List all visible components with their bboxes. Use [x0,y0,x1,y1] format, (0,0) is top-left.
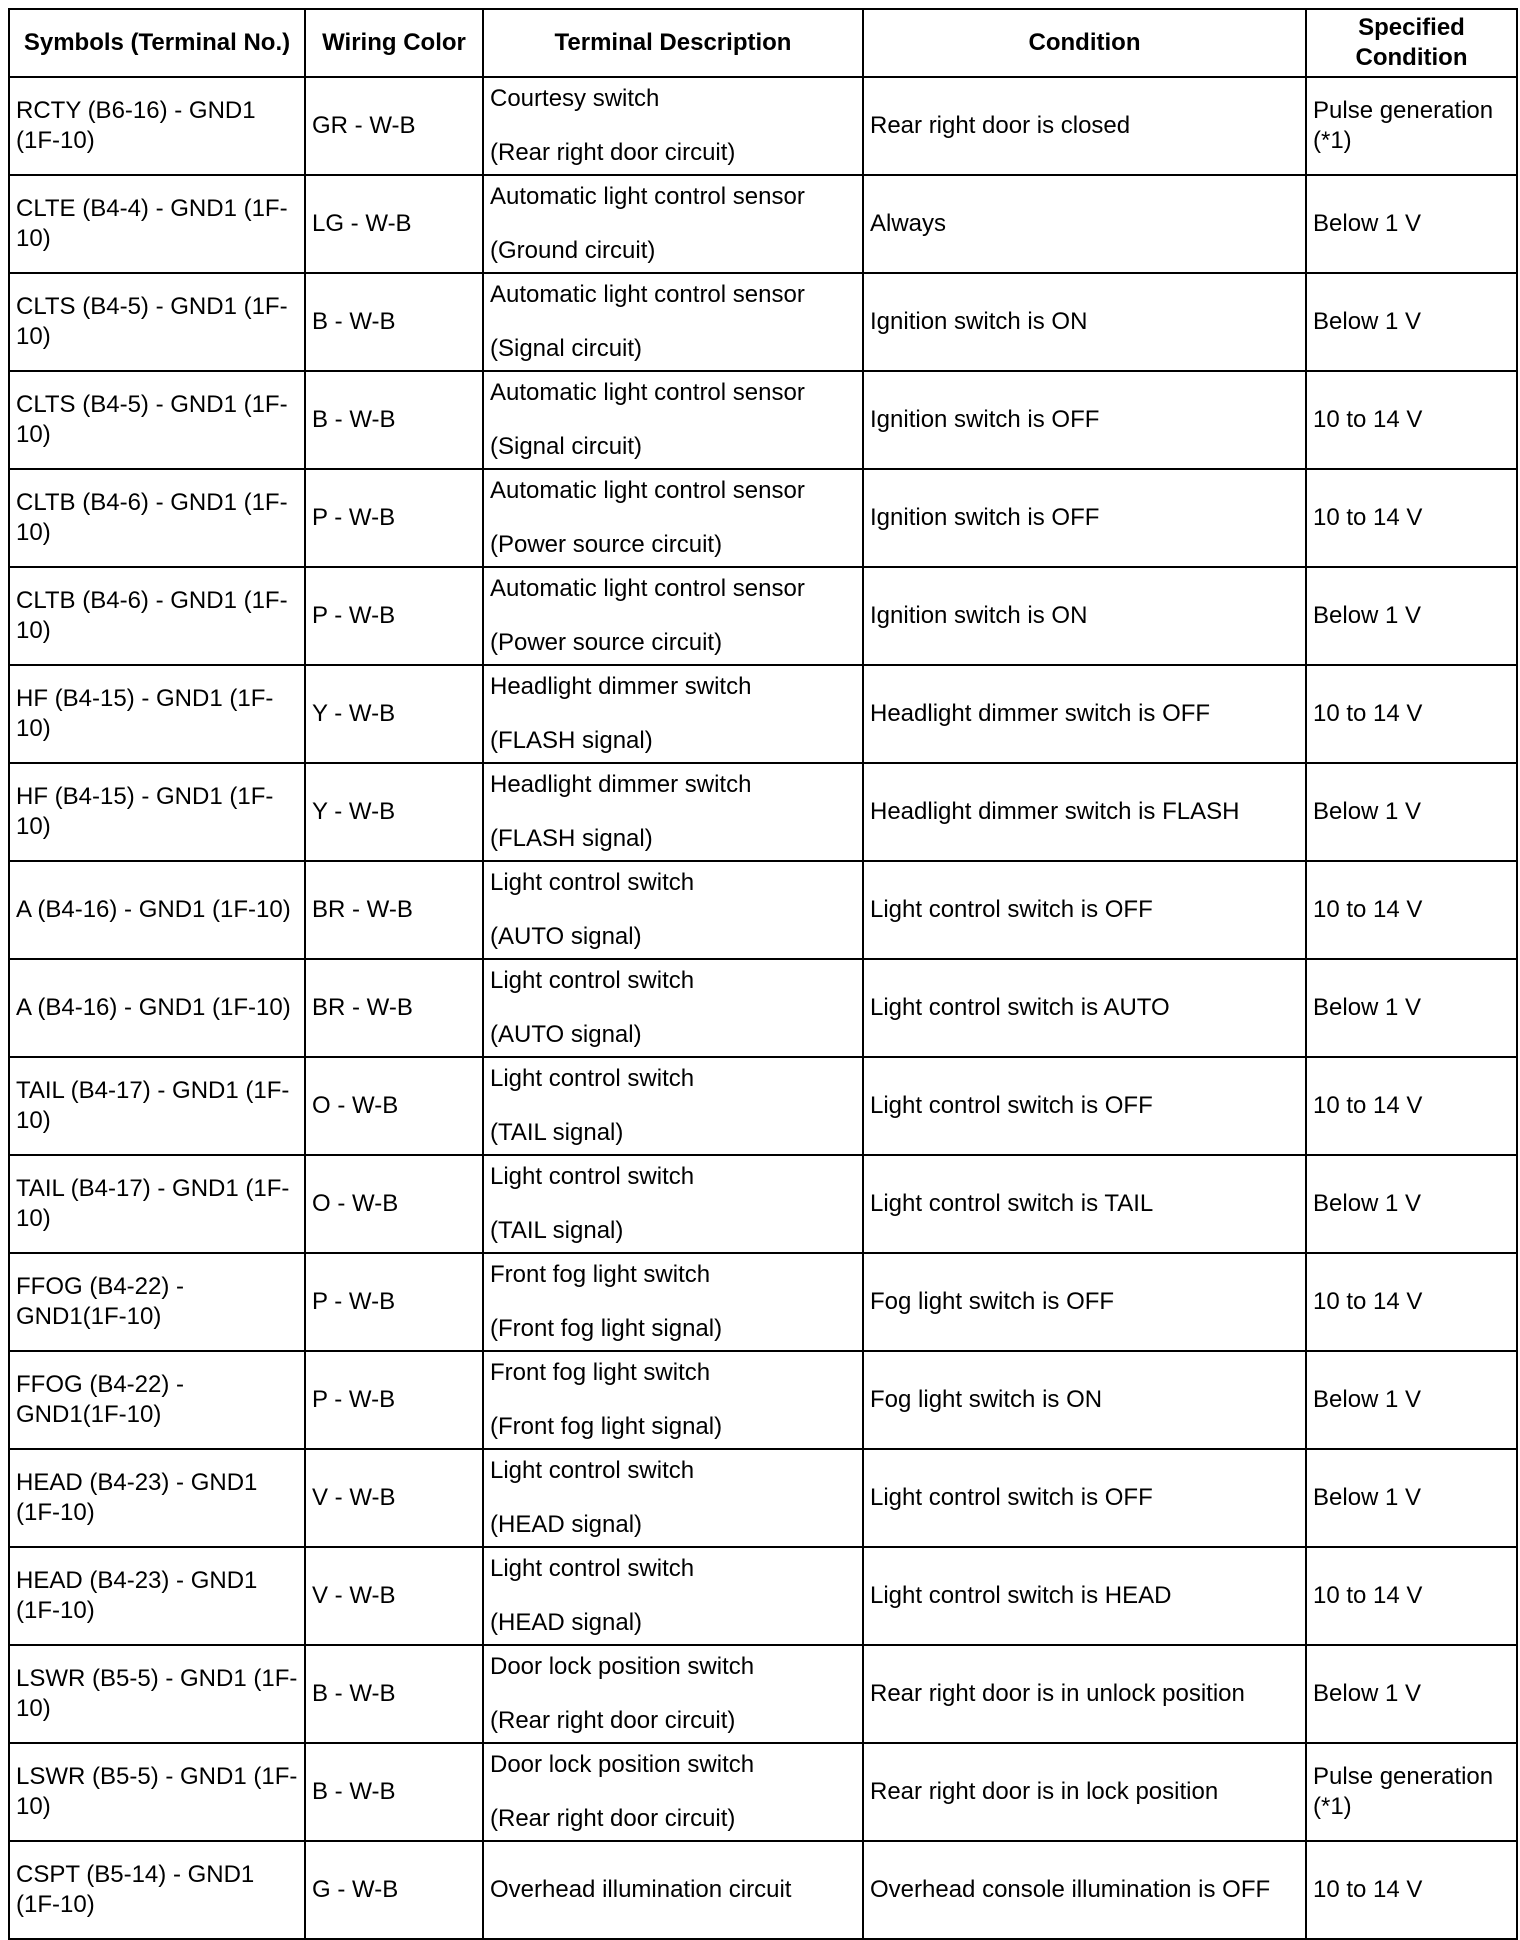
description-sub: (AUTO signal) [490,923,642,950]
cell-condition: Always [863,175,1306,273]
header-specified-condition: Specified Condition [1306,9,1517,77]
description-main: Front fog light switch [490,1359,711,1386]
description-main: Automatic light control sensor [490,575,805,602]
description-sub: (AUTO signal) [490,1021,642,1048]
cell-condition: Rear right door is in lock position [863,1743,1306,1841]
header-symbols: Symbols (Terminal No.) [9,9,305,77]
description-sub: (Power source circuit) [490,531,723,558]
cell-specified-condition: 10 to 14 V [1306,1841,1517,1939]
cell-symbol: HF (B4-15) - GND1 (1F-10) [9,763,305,861]
cell-terminal-description [483,1841,863,1939]
table-row [9,273,1517,371]
cell-wiring-color: G - W-B [305,1841,483,1939]
cell-condition: Ignition switch is OFF [863,371,1306,469]
description-main: Headlight dimmer switch [490,673,752,700]
cell-condition: Light control switch is TAIL [863,1155,1306,1253]
cell-condition: Headlight dimmer switch is FLASH [863,763,1306,861]
table-row [9,567,1517,665]
description-main: Light control switch [490,967,695,994]
cell-symbol: RCTY (B6-16) - GND1 (1F-10) [9,77,305,175]
cell-symbol: HF (B4-15) - GND1 (1F-10) [9,665,305,763]
cell-specified-condition: Below 1 V [1306,1351,1517,1449]
description-sub: (HEAD signal) [490,1511,643,1538]
cell-condition: Headlight dimmer switch is OFF [863,665,1306,763]
cell-symbol: HEAD (B4-23) - GND1 (1F-10) [9,1449,305,1547]
cell-symbol: TAIL (B4-17) - GND1 (1F-10) [9,1155,305,1253]
cell-specified-condition: Pulse generation (*1) [1306,1743,1517,1841]
cell-wiring-color: Y - W-B [305,665,483,763]
cell-symbol: A (B4-16) - GND1 (1F-10) [9,861,305,959]
table-row [9,175,1517,273]
description-sub: (TAIL signal) [490,1119,624,1146]
description-main: Automatic light control sensor [490,281,805,308]
cell-condition: Rear right door is closed [863,77,1306,175]
cell-wiring-color: Y - W-B [305,763,483,861]
cell-specified-condition: 10 to 14 V [1306,371,1517,469]
cell-condition: Fog light switch is ON [863,1351,1306,1449]
cell-condition: Ignition switch is ON [863,567,1306,665]
cell-symbol: CLTS (B4-5) - GND1 (1F-10) [9,371,305,469]
cell-terminal-description [483,469,863,567]
table-row [9,469,1517,567]
cell-terminal-description [483,1743,863,1841]
cell-wiring-color: O - W-B [305,1155,483,1253]
cell-wiring-color: P - W-B [305,567,483,665]
table-row [9,1841,1517,1939]
description-sub: (Signal circuit) [490,335,643,362]
cell-terminal-description [483,371,863,469]
description-main: Light control switch [490,1457,695,1484]
cell-wiring-color: B - W-B [305,371,483,469]
description-main: Front fog light switch [490,1261,711,1288]
cell-symbol: HEAD (B4-23) - GND1 (1F-10) [9,1547,305,1645]
cell-wiring-color: B - W-B [305,1645,483,1743]
table-row [9,861,1517,959]
table-row [9,1449,1517,1547]
cell-symbol: CLTB (B4-6) - GND1 (1F-10) [9,567,305,665]
cell-specified-condition: 10 to 14 V [1306,1057,1517,1155]
cell-wiring-color: P - W-B [305,1351,483,1449]
table-body [9,77,1517,1939]
description-sub: (Ground circuit) [490,237,656,264]
cell-condition: Ignition switch is OFF [863,469,1306,567]
cell-terminal-description [483,763,863,861]
cell-symbol: CLTE (B4-4) - GND1 (1F-10) [9,175,305,273]
table-row [9,1253,1517,1351]
description-sub: (Rear right door circuit) [490,1707,736,1734]
cell-wiring-color: P - W-B [305,1253,483,1351]
cell-symbol: CLTS (B4-5) - GND1 (1F-10) [9,273,305,371]
cell-symbol: A (B4-16) - GND1 (1F-10) [9,959,305,1057]
description-sub: (TAIL signal) [490,1217,624,1244]
cell-condition: Light control switch is HEAD [863,1547,1306,1645]
cell-terminal-description [483,1351,863,1449]
table-header-row [9,9,1517,77]
description-main: Light control switch [490,869,695,896]
cell-specified-condition: 10 to 14 V [1306,1547,1517,1645]
cell-condition: Ignition switch is ON [863,273,1306,371]
description-sub: (Rear right door circuit) [490,139,736,166]
description-sub: (Rear right door circuit) [490,1805,736,1832]
cell-condition: Light control switch is AUTO [863,959,1306,1057]
table-row [9,77,1517,175]
table-row [9,665,1517,763]
cell-wiring-color: B - W-B [305,273,483,371]
description-sub: (HEAD signal) [490,1609,643,1636]
cell-wiring-color: V - W-B [305,1547,483,1645]
description-sub: (FLASH signal) [490,825,653,852]
cell-specified-condition: Pulse generation (*1) [1306,77,1517,175]
description-main: Automatic light control sensor [490,183,805,210]
cell-wiring-color: P - W-B [305,469,483,567]
header-terminal-description: Terminal Description [483,9,863,77]
cell-specified-condition: 10 to 14 V [1306,1253,1517,1351]
cell-wiring-color: BR - W-B [305,959,483,1057]
cell-specified-condition: Below 1 V [1306,1155,1517,1253]
description-main: Light control switch [490,1163,695,1190]
cell-symbol: CLTB (B4-6) - GND1 (1F-10) [9,469,305,567]
table-row [9,1057,1517,1155]
table-row [9,763,1517,861]
cell-symbol: LSWR (B5-5) - GND1 (1F-10) [9,1645,305,1743]
cell-terminal-description [483,665,863,763]
table-row [9,1351,1517,1449]
cell-symbol: FFOG (B4-22) - GND1(1F-10) [9,1253,305,1351]
description-main: Automatic light control sensor [490,379,805,406]
description-sub: (FLASH signal) [490,727,653,754]
description-sub: (Signal circuit) [490,433,643,460]
cell-specified-condition: Below 1 V [1306,1645,1517,1743]
description-sub: (Front fog light signal) [490,1413,723,1440]
description-main: Courtesy switch [490,85,660,112]
description-sub: (Front fog light signal) [490,1315,723,1342]
cell-wiring-color: O - W-B [305,1057,483,1155]
description-main: Automatic light control sensor [490,477,805,504]
description-sub: (Power source circuit) [490,629,723,656]
cell-wiring-color: V - W-B [305,1449,483,1547]
cell-terminal-description [483,175,863,273]
header-wiring-color: Wiring Color [305,9,483,77]
description-main: Light control switch [490,1065,695,1092]
cell-specified-condition: Below 1 V [1306,959,1517,1057]
table-row [9,1645,1517,1743]
table-row [9,1155,1517,1253]
header-condition: Condition [863,9,1306,77]
cell-condition: Light control switch is OFF [863,861,1306,959]
cell-symbol: FFOG (B4-22) - GND1(1F-10) [9,1351,305,1449]
cell-specified-condition: Below 1 V [1306,175,1517,273]
cell-terminal-description [483,861,863,959]
cell-specified-condition: Below 1 V [1306,1449,1517,1547]
cell-wiring-color: GR - W-B [305,77,483,175]
cell-terminal-description [483,959,863,1057]
table-row [9,959,1517,1057]
table-row [9,1547,1517,1645]
cell-wiring-color: LG - W-B [305,175,483,273]
cell-specified-condition: Below 1 V [1306,567,1517,665]
cell-specified-condition: 10 to 14 V [1306,469,1517,567]
cell-specified-condition: Below 1 V [1306,763,1517,861]
cell-wiring-color: BR - W-B [305,861,483,959]
cell-wiring-color: B - W-B [305,1743,483,1841]
cell-specified-condition: 10 to 14 V [1306,861,1517,959]
table-row [9,1743,1517,1841]
description-main: Overhead illumination circuit [490,1876,792,1903]
cell-condition: Overhead console illumination is OFF [863,1841,1306,1939]
cell-terminal-description [483,567,863,665]
cell-condition: Light control switch is OFF [863,1449,1306,1547]
cell-condition: Rear right door is in unlock position [863,1645,1306,1743]
cell-terminal-description [483,1645,863,1743]
cell-symbol: LSWR (B5-5) - GND1 (1F-10) [9,1743,305,1841]
table-row [9,371,1517,469]
cell-terminal-description [483,1253,863,1351]
cell-terminal-description [483,273,863,371]
cell-terminal-description [483,1155,863,1253]
cell-specified-condition: Below 1 V [1306,273,1517,371]
cell-specified-condition: 10 to 14 V [1306,665,1517,763]
cell-terminal-description [483,1449,863,1547]
description-main: Door lock position switch [490,1653,755,1680]
cell-symbol: TAIL (B4-17) - GND1 (1F-10) [9,1057,305,1155]
cell-terminal-description [483,1547,863,1645]
cell-terminal-description [483,77,863,175]
terminal-table [8,8,1518,1940]
description-main: Headlight dimmer switch [490,771,752,798]
cell-terminal-description [483,1057,863,1155]
cell-symbol: CSPT (B5-14) - GND1 (1F-10) [9,1841,305,1939]
cell-condition: Fog light switch is OFF [863,1253,1306,1351]
cell-condition: Light control switch is OFF [863,1057,1306,1155]
description-main: Door lock position switch [490,1751,755,1778]
description-main: Light control switch [490,1555,695,1582]
